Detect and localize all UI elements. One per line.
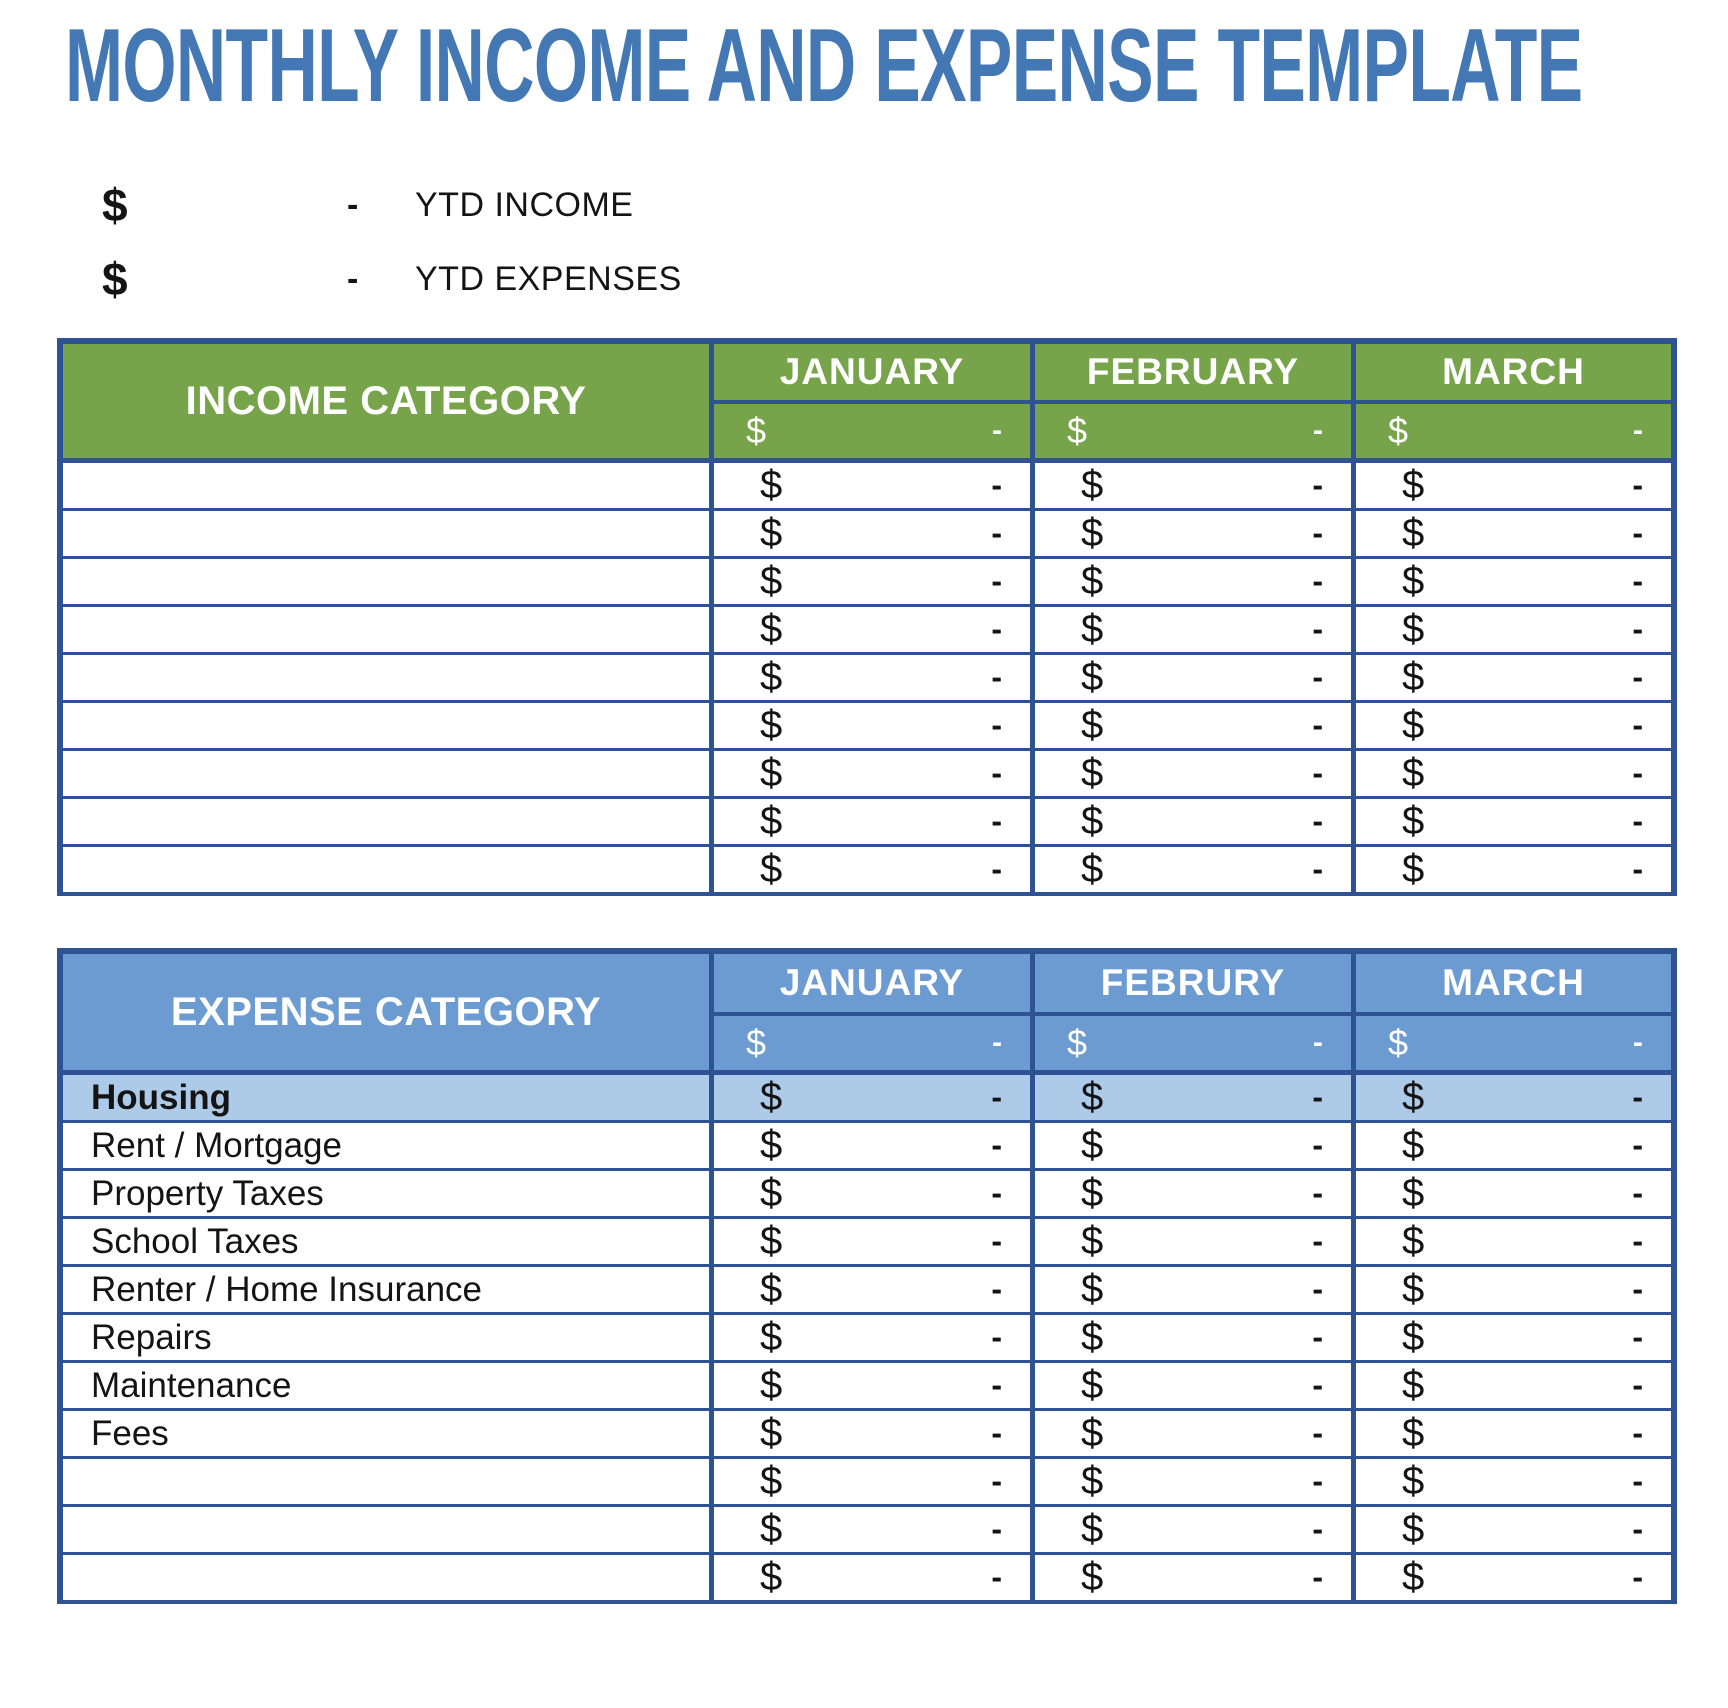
income-amount-cell-january[interactable] <box>709 655 1030 700</box>
income-amount-cell-february[interactable] <box>1030 559 1351 604</box>
expense-amount-cell-january[interactable] <box>709 1555 1030 1600</box>
currency-symbol: $ <box>1402 1219 1425 1263</box>
category-label: Renter / Home Insurance <box>91 1269 483 1309</box>
currency-symbol: $ <box>760 751 783 795</box>
expense-amount-cell-january[interactable] <box>709 1315 1030 1360</box>
amount-placeholder: - <box>1632 1463 1643 1499</box>
amount-placeholder: - <box>1312 755 1323 791</box>
currency-symbol: $ <box>1081 847 1104 891</box>
expense-amount-cell-march[interactable] <box>1351 1267 1671 1312</box>
expense-header-total-cell-january <box>709 1012 1030 1070</box>
amount-placeholder: - <box>1632 1559 1643 1595</box>
amount-placeholder: - <box>1312 659 1323 695</box>
amount-placeholder: - <box>1632 1271 1643 1307</box>
amount-placeholder: - <box>991 1127 1002 1163</box>
currency-symbol: $ <box>1402 511 1425 555</box>
expense-amount-cell-march[interactable] <box>1351 1459 1671 1504</box>
expense-row <box>63 1310 1671 1358</box>
expense-amount-cell-march[interactable] <box>1351 1219 1671 1264</box>
amount-placeholder: - <box>991 563 1002 599</box>
ytd-label: YTD INCOME <box>415 185 634 224</box>
currency-symbol: $ <box>1402 607 1425 651</box>
amount-placeholder: - <box>1312 1223 1323 1259</box>
amount-placeholder: - <box>991 1175 1002 1211</box>
amount-placeholder: - <box>1632 1175 1643 1211</box>
income-row <box>63 842 1671 890</box>
amount-placeholder: - <box>1312 851 1323 887</box>
expense-amount-cell-march[interactable] <box>1351 1171 1671 1216</box>
expense-amount-cell-march[interactable] <box>1351 1075 1671 1120</box>
amount-placeholder: - <box>1312 1271 1323 1307</box>
income-category-cell[interactable] <box>63 847 709 892</box>
expense-amount-cell-february[interactable] <box>1030 1411 1351 1456</box>
currency-symbol: $ <box>1402 799 1425 843</box>
expense-amount-cell-march[interactable] <box>1351 1507 1671 1552</box>
currency-symbol: $ <box>760 703 783 747</box>
currency-symbol: $ <box>1081 1555 1104 1599</box>
currency-symbol: $ <box>760 1171 783 1215</box>
amount-placeholder: - <box>1633 1026 1643 1059</box>
expense-row <box>63 1070 1671 1118</box>
amount-placeholder: - <box>991 1367 1002 1403</box>
amount-placeholder: - <box>991 803 1002 839</box>
amount-placeholder: - <box>1632 707 1643 743</box>
amount-placeholder: - <box>1312 1127 1323 1163</box>
amount-placeholder: - <box>991 1223 1002 1259</box>
amount-placeholder: - <box>992 414 1002 447</box>
income-category-cell[interactable] <box>63 655 709 700</box>
expense-amount-cell-march[interactable] <box>1351 1123 1671 1168</box>
income-category-cell[interactable] <box>63 751 709 796</box>
expense-row <box>63 1358 1671 1406</box>
expense-category-cell[interactable] <box>63 1219 709 1264</box>
currency-symbol: $ <box>760 1315 783 1359</box>
amount-placeholder: - <box>1312 1175 1323 1211</box>
currency-symbol: $ <box>1081 1075 1104 1119</box>
currency-symbol: $ <box>1402 847 1425 891</box>
amount-placeholder: - <box>1312 1367 1323 1403</box>
income-header-total-cell-february <box>1030 400 1351 458</box>
income-amount-cell-march[interactable] <box>1351 463 1671 508</box>
expense-amount-cell-march[interactable] <box>1351 1555 1671 1600</box>
income-amount-cell-january[interactable] <box>709 463 1030 508</box>
expense-row <box>63 1502 1671 1550</box>
income-month-header-january: JANUARY <box>709 344 1030 400</box>
expense-row <box>63 1118 1671 1166</box>
currency-symbol: $ <box>1402 1411 1425 1455</box>
currency-symbol: $ <box>1081 703 1104 747</box>
expense-month-header-february: FEBRURY <box>1030 954 1351 1012</box>
amount-placeholder: - <box>1632 467 1643 503</box>
amount-placeholder: - <box>1632 1127 1643 1163</box>
expense-row <box>63 1166 1671 1214</box>
currency-symbol: $ <box>1402 559 1425 603</box>
amount-placeholder: - <box>1312 1079 1323 1115</box>
currency-symbol: $ <box>1402 703 1425 747</box>
currency-symbol: $ <box>1081 1363 1104 1407</box>
amount-placeholder: - <box>1633 414 1643 447</box>
amount-placeholder: - <box>1312 467 1323 503</box>
expense-header-total-cell-march <box>1351 1012 1671 1070</box>
expense-row <box>63 1454 1671 1502</box>
currency-symbol: $ <box>1067 1022 1088 1063</box>
page-title: MONTHLY INCOME AND EXPENSE TEMPLATE <box>65 8 1583 124</box>
income-amount-cell-february[interactable] <box>1030 463 1351 508</box>
amount-placeholder: - <box>991 467 1002 503</box>
expense-category-cell[interactable] <box>63 1267 709 1312</box>
amount-placeholder: - <box>1312 1319 1323 1355</box>
income-row <box>63 602 1671 650</box>
income-amount-cell-january[interactable] <box>709 559 1030 604</box>
currency-symbol: $ <box>1067 410 1088 451</box>
currency-symbol: $ <box>1081 751 1104 795</box>
income-amount-cell-march[interactable] <box>1351 751 1671 796</box>
category-label: Fees <box>91 1413 169 1453</box>
currency-symbol: $ <box>760 847 783 891</box>
expense-amount-cell-march[interactable] <box>1351 1315 1671 1360</box>
currency-symbol: $ <box>746 1022 767 1063</box>
currency-symbol: $ <box>1402 1459 1425 1503</box>
amount-placeholder: - <box>1632 515 1643 551</box>
income-amount-cell-january[interactable] <box>709 751 1030 796</box>
income-category-cell[interactable] <box>63 559 709 604</box>
expense-amount-cell-january[interactable] <box>709 1507 1030 1552</box>
income-amount-cell-march[interactable] <box>1351 847 1671 892</box>
income-row <box>63 794 1671 842</box>
amount-placeholder: - <box>1632 611 1643 647</box>
income-row <box>63 746 1671 794</box>
expense-amount-cell-february[interactable] <box>1030 1507 1351 1552</box>
currency-symbol: $ <box>760 559 783 603</box>
expense-amount-cell-february[interactable] <box>1030 1219 1351 1264</box>
income-row <box>63 698 1671 746</box>
income-amount-cell-february[interactable] <box>1030 607 1351 652</box>
amount-placeholder: - <box>1312 1415 1323 1451</box>
currency-symbol: $ <box>1081 511 1104 555</box>
expense-category-cell[interactable] <box>63 1459 709 1504</box>
expense-amount-cell-january[interactable] <box>709 1123 1030 1168</box>
currency-symbol: $ <box>760 1363 783 1407</box>
currency-symbol: $ <box>1402 1267 1425 1311</box>
income-category-header-cell <box>63 344 709 458</box>
currency-symbol: $ <box>1081 1267 1104 1311</box>
expense-amount-cell-february[interactable] <box>1030 1315 1351 1360</box>
expense-category-cell[interactable] <box>63 1075 709 1120</box>
currency-symbol: $ <box>1402 463 1425 507</box>
income-amount-cell-february[interactable] <box>1030 655 1351 700</box>
income-table <box>57 338 1677 896</box>
expense-category-header-cell <box>63 954 709 1070</box>
currency-symbol: $ <box>1402 655 1425 699</box>
ytd-amount-value[interactable]: - <box>347 185 359 224</box>
income-amount-cell-january[interactable] <box>709 511 1030 556</box>
amount-placeholder: - <box>991 1415 1002 1451</box>
amount-placeholder: - <box>1632 803 1643 839</box>
expense-row <box>63 1262 1671 1310</box>
expense-header-total-cell-february <box>1030 1012 1351 1070</box>
amount-placeholder: - <box>1632 1079 1643 1115</box>
amount-placeholder: - <box>1632 851 1643 887</box>
income-row <box>63 650 1671 698</box>
category-label: Maintenance <box>91 1365 292 1405</box>
currency-symbol: $ <box>1402 1507 1425 1551</box>
income-month-header-march: MARCH <box>1351 344 1671 400</box>
expense-table <box>57 948 1677 1604</box>
currency-symbol: $ <box>760 463 783 507</box>
expense-amount-cell-january[interactable] <box>709 1459 1030 1504</box>
category-label: Repairs <box>91 1317 212 1357</box>
amount-placeholder: - <box>1632 1511 1643 1547</box>
category-label: Housing <box>91 1077 231 1117</box>
expense-category-cell[interactable] <box>63 1171 709 1216</box>
currency-symbol: $ <box>1081 463 1104 507</box>
expense-month-header-january: JANUARY <box>709 954 1030 1012</box>
expense-amount-cell-february[interactable] <box>1030 1459 1351 1504</box>
amount-placeholder: - <box>1312 1559 1323 1595</box>
currency-symbol: $ <box>760 1219 783 1263</box>
ytd-currency-symbol: $ <box>102 179 128 231</box>
currency-symbol: $ <box>1081 1123 1104 1167</box>
expense-category-header-label: EXPENSE CATEGORY <box>170 989 602 1034</box>
currency-symbol: $ <box>1081 607 1104 651</box>
expense-amount-cell-january[interactable] <box>709 1075 1030 1120</box>
amount-placeholder: - <box>1632 1223 1643 1259</box>
income-category-cell[interactable] <box>63 511 709 556</box>
income-row <box>63 554 1671 602</box>
amount-placeholder: - <box>1632 563 1643 599</box>
currency-symbol: $ <box>746 410 767 451</box>
expense-category-cell[interactable] <box>63 1507 709 1552</box>
expense-category-cell[interactable] <box>63 1315 709 1360</box>
expense-amount-cell-february[interactable] <box>1030 1555 1351 1600</box>
expense-table-header <box>63 954 1671 1070</box>
income-month-header-february: FEBRUARY <box>1030 344 1351 400</box>
income-amount-cell-january[interactable] <box>709 847 1030 892</box>
expense-amount-cell-february[interactable] <box>1030 1075 1351 1120</box>
ytd-row <box>57 242 1728 316</box>
currency-symbol: $ <box>760 799 783 843</box>
amount-placeholder: - <box>1632 659 1643 695</box>
income-amount-cell-january[interactable] <box>709 703 1030 748</box>
expense-row <box>63 1406 1671 1454</box>
currency-symbol: $ <box>1081 1315 1104 1359</box>
expense-amount-cell-march[interactable] <box>1351 1411 1671 1456</box>
amount-placeholder: - <box>991 1463 1002 1499</box>
currency-symbol: $ <box>1402 1363 1425 1407</box>
expense-amount-cell-january[interactable] <box>709 1219 1030 1264</box>
expense-amount-cell-january[interactable] <box>709 1267 1030 1312</box>
ytd-summary <box>57 168 1728 316</box>
expense-category-cell[interactable] <box>63 1123 709 1168</box>
income-header-total-cell-march <box>1351 400 1671 458</box>
income-amount-cell-february[interactable] <box>1030 799 1351 844</box>
expense-category-cell[interactable] <box>63 1411 709 1456</box>
expense-amount-cell-february[interactable] <box>1030 1363 1351 1408</box>
amount-placeholder: - <box>992 1026 1002 1059</box>
income-amount-cell-march[interactable] <box>1351 607 1671 652</box>
income-category-cell[interactable] <box>63 799 709 844</box>
income-amount-cell-february[interactable] <box>1030 703 1351 748</box>
currency-symbol: $ <box>1081 1219 1104 1263</box>
currency-symbol: $ <box>760 1555 783 1599</box>
expense-amount-cell-january[interactable] <box>709 1363 1030 1408</box>
income-amount-cell-february[interactable] <box>1030 847 1351 892</box>
amount-placeholder: - <box>1312 515 1323 551</box>
amount-placeholder: - <box>1632 755 1643 791</box>
category-label: School Taxes <box>91 1221 299 1261</box>
expense-row <box>63 1214 1671 1262</box>
amount-placeholder: - <box>1312 611 1323 647</box>
currency-symbol: $ <box>1402 1315 1425 1359</box>
amount-placeholder: - <box>1632 1415 1643 1451</box>
currency-symbol: $ <box>1402 1123 1425 1167</box>
currency-symbol: $ <box>1081 1507 1104 1551</box>
currency-symbol: $ <box>1081 1171 1104 1215</box>
expense-category-cell[interactable] <box>63 1363 709 1408</box>
expense-month-header-march: MARCH <box>1351 954 1671 1012</box>
currency-symbol: $ <box>760 511 783 555</box>
expense-row <box>63 1550 1671 1598</box>
amount-placeholder: - <box>1632 1367 1643 1403</box>
income-category-cell[interactable] <box>63 703 709 748</box>
income-amount-cell-february[interactable] <box>1030 751 1351 796</box>
expense-amount-cell-february[interactable] <box>1030 1171 1351 1216</box>
currency-symbol: $ <box>1388 410 1409 451</box>
currency-symbol: $ <box>760 655 783 699</box>
currency-symbol: $ <box>760 1123 783 1167</box>
currency-symbol: $ <box>1081 1411 1104 1455</box>
currency-symbol: $ <box>1402 1171 1425 1215</box>
currency-symbol: $ <box>1402 1555 1425 1599</box>
currency-symbol: $ <box>760 1459 783 1503</box>
category-label: Property Taxes <box>91 1173 324 1213</box>
amount-placeholder: - <box>991 755 1002 791</box>
expense-table-body <box>63 1070 1671 1598</box>
ytd-currency-symbol: $ <box>102 253 128 305</box>
ytd-label: YTD EXPENSES <box>415 259 682 298</box>
income-amount-cell-february[interactable] <box>1030 511 1351 556</box>
income-amount-cell-march[interactable] <box>1351 559 1671 604</box>
amount-placeholder: - <box>991 1319 1002 1355</box>
ytd-row <box>57 168 1728 242</box>
amount-placeholder: - <box>1312 563 1323 599</box>
currency-symbol: $ <box>1081 559 1104 603</box>
income-amount-cell-march[interactable] <box>1351 799 1671 844</box>
amount-placeholder: - <box>991 851 1002 887</box>
amount-placeholder: - <box>991 1079 1002 1115</box>
currency-symbol: $ <box>1402 1075 1425 1119</box>
income-category-cell[interactable] <box>63 463 709 508</box>
income-header-total-cell-january <box>709 400 1030 458</box>
income-amount-cell-january[interactable] <box>709 799 1030 844</box>
expense-amount-cell-february[interactable] <box>1030 1267 1351 1312</box>
document-page <box>0 8 1728 1604</box>
amount-placeholder: - <box>991 707 1002 743</box>
ytd-amount-value[interactable]: - <box>347 259 359 298</box>
expense-amount-cell-march[interactable] <box>1351 1363 1671 1408</box>
amount-placeholder: - <box>991 515 1002 551</box>
category-label: Rent / Mortgage <box>91 1125 342 1165</box>
currency-symbol: $ <box>760 1075 783 1119</box>
amount-placeholder: - <box>1313 1026 1323 1059</box>
amount-placeholder: - <box>1312 1511 1323 1547</box>
amount-placeholder: - <box>1632 1319 1643 1355</box>
income-amount-cell-march[interactable] <box>1351 655 1671 700</box>
income-amount-cell-march[interactable] <box>1351 703 1671 748</box>
income-category-cell[interactable] <box>63 607 709 652</box>
expense-amount-cell-february[interactable] <box>1030 1123 1351 1168</box>
currency-symbol: $ <box>1081 655 1104 699</box>
amount-placeholder: - <box>1312 1463 1323 1499</box>
currency-symbol: $ <box>760 1507 783 1551</box>
income-row <box>63 458 1671 506</box>
amount-placeholder: - <box>1312 803 1323 839</box>
amount-placeholder: - <box>991 659 1002 695</box>
currency-symbol: $ <box>1388 1022 1409 1063</box>
income-amount-cell-march[interactable] <box>1351 511 1671 556</box>
currency-symbol: $ <box>1081 1459 1104 1503</box>
income-row <box>63 506 1671 554</box>
expense-amount-cell-january[interactable] <box>709 1411 1030 1456</box>
currency-symbol: $ <box>760 1411 783 1455</box>
amount-placeholder: - <box>1312 707 1323 743</box>
income-amount-cell-january[interactable] <box>709 607 1030 652</box>
amount-placeholder: - <box>991 1559 1002 1595</box>
currency-symbol: $ <box>1081 799 1104 843</box>
income-table-header <box>63 344 1671 458</box>
currency-symbol: $ <box>1402 751 1425 795</box>
amount-placeholder: - <box>1313 414 1323 447</box>
amount-placeholder: - <box>991 1511 1002 1547</box>
amount-placeholder: - <box>991 611 1002 647</box>
income-category-header-label: INCOME CATEGORY <box>185 378 587 423</box>
expense-category-cell[interactable] <box>63 1555 709 1600</box>
expense-amount-cell-january[interactable] <box>709 1171 1030 1216</box>
income-table-body <box>63 458 1671 890</box>
currency-symbol: $ <box>760 1267 783 1311</box>
currency-symbol: $ <box>760 607 783 651</box>
amount-placeholder: - <box>991 1271 1002 1307</box>
